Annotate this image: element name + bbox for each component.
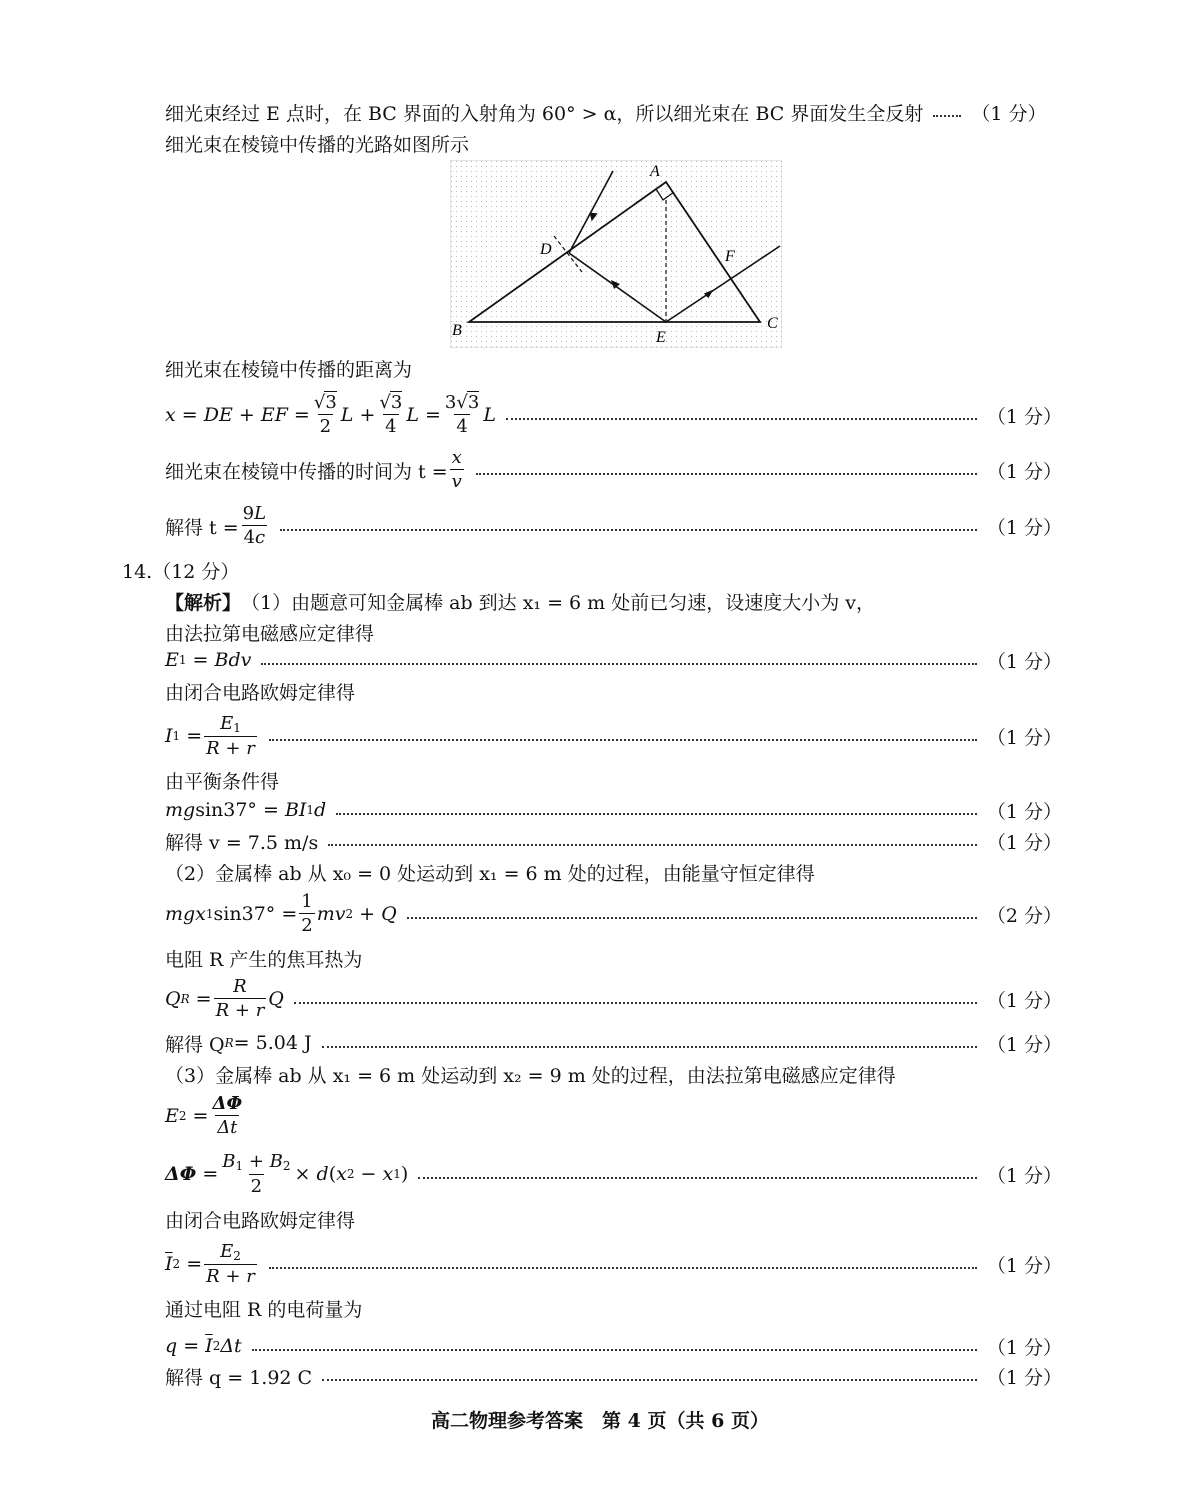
leader-dots — [322, 1046, 977, 1048]
points-label: （1 分） — [986, 650, 1062, 673]
line-path-intro — [165, 128, 1062, 158]
question-number: 14.（12 分） — [122, 560, 240, 583]
label-f: F — [725, 248, 735, 265]
q14-text-14: （3）金属棒 ab 从 x₁ = 6 m 处运动到 x₂ = 9 m 处的过程，由法拉第电磁感应定律得 — [165, 1064, 896, 1087]
q14-line-12 — [165, 973, 1062, 1025]
leader-dots — [294, 1002, 977, 1004]
formula-i1: I 1 = $\frac{E_1}{R + r}$ — [165, 712, 255, 759]
line-distance-formula — [165, 389, 1062, 441]
q14-text-1: （1）由题意可知金属棒 ab 到达 x₁ = 6 m 处前已匀速，设速度大小为 v， — [241, 591, 876, 614]
points-label: （1 分） — [986, 1254, 1062, 1277]
label-a: A — [650, 163, 660, 180]
q14-text-13b: = 5.04 J — [233, 1032, 312, 1054]
formula-time: 细光束在棱镜中传播的时间为 t = $\frac{x}{v}$ — [165, 447, 462, 492]
leader-dots — [269, 1267, 977, 1269]
q14-line-20 — [165, 1331, 1062, 1361]
points-label: （1 分） — [971, 102, 1047, 125]
points-label: （1 分） — [986, 831, 1062, 854]
q14-line-9 — [165, 857, 1062, 887]
q14-text-6: 由平衡条件得 — [165, 770, 280, 793]
formula-e2: E 2 = $\frac{\Delta\Phi}{\Delta t}$ — [165, 1093, 243, 1138]
q14-text-19: 通过电阻 R 的电荷量为 — [165, 1298, 363, 1321]
q14-line-11 — [165, 943, 1062, 973]
q14-text-17: 由闭合电路欧姆定律得 — [165, 1209, 356, 1232]
formula-i2: $\overline{I}$ 2 = $\frac{E_2}{R + r}$ — [165, 1240, 255, 1287]
formula-q: q = $\overline{I}$ 2 Δt — [165, 1335, 242, 1357]
label-c: C — [767, 315, 778, 332]
points-label: （1 分） — [986, 800, 1062, 823]
q14-line-8 — [165, 826, 1062, 856]
points-label: （1 分） — [986, 516, 1062, 539]
points-label: （1 分） — [986, 460, 1062, 483]
line-distance-intro — [165, 353, 1062, 383]
q14-line-7 — [165, 795, 1062, 825]
q14-line-5 — [165, 710, 1062, 762]
label-e: E — [656, 329, 666, 346]
line-time-result — [165, 500, 1062, 552]
q14-line-4 — [165, 676, 1062, 706]
formula-e1: E 1 = Bdv — [165, 649, 252, 671]
leader-dots — [322, 1379, 977, 1381]
leader-dots — [261, 663, 976, 665]
formula-distance: x = DE + EF = $\frac{√3}{2}$ L + $\frac{√3}{4}$ L = $\frac{3√3}{4}$ L — [165, 392, 496, 437]
leader-dots — [252, 1349, 977, 1351]
q14-line-10 — [165, 888, 1062, 940]
formula-energy: mgx 1 sin37° = $\frac{1}{2}$ mv 2 + Q — [165, 891, 397, 936]
q14-text-4: 由闭合电路欧姆定律得 — [165, 681, 356, 704]
leader-dots — [506, 418, 977, 420]
page-footer: 高二物理参考答案 第 4 页（共 6 页） — [431, 1410, 769, 1432]
points-label: （1 分） — [986, 1033, 1062, 1056]
points-label: （1 分） — [986, 989, 1062, 1012]
leader-dots — [336, 813, 977, 815]
points-label: （1 分） — [986, 405, 1062, 428]
q14-line-1 — [165, 586, 1062, 616]
q14-line-18 — [165, 1238, 1062, 1290]
leader-dots — [418, 1177, 977, 1179]
line-total-reflection — [165, 97, 1062, 127]
leader-dots — [269, 739, 977, 741]
q14-line-2 — [165, 617, 1062, 647]
label-d: D — [540, 241, 552, 258]
leader-dots — [280, 529, 977, 531]
points-label: （1 分） — [986, 1336, 1062, 1359]
q14-line-6 — [165, 765, 1062, 795]
points-label: （1 分） — [986, 726, 1062, 749]
text-time-intro: 细光束在棱镜中传播的时间为 t = — [165, 460, 448, 483]
q14-line-15 — [165, 1090, 1062, 1142]
line-time-formula — [165, 444, 1062, 496]
points-label: （2 分） — [986, 904, 1062, 927]
formula-delta-phi: ΔΦ = $\frac{B_1 + B_2}{2}$ × d ( x 2 − x 1 ) — [165, 1150, 409, 1197]
text-total-reflection: 细光束经过 E 点时，在 BC 界面的入射角为 60° > α，所以细光束在 BC 界面发生全反射 — [165, 102, 924, 125]
text-path-intro: 细光束在棱镜中传播的光路如图所示 — [165, 133, 470, 156]
leader-dots — [476, 473, 977, 475]
q14-text-21: 解得 q = 1.92 C — [165, 1366, 313, 1389]
question-14-header — [122, 555, 1062, 585]
leader-dots — [933, 115, 961, 117]
text-distance-intro: 细光束在棱镜中传播的距离为 — [165, 358, 413, 381]
prism-light-path-diagram — [450, 160, 782, 348]
q14-text-9: （2）金属棒 ab 从 x₀ = 0 处运动到 x₁ = 6 m 处的过程，由能量守恒定律得 — [165, 862, 815, 885]
points-label: （1 分） — [986, 1366, 1062, 1389]
q14-line-13 — [165, 1028, 1062, 1058]
q14-text-2: 由法拉第电磁感应定律得 — [165, 622, 375, 645]
q14-line-21 — [165, 1361, 1062, 1391]
q14-text-8: 解得 v = 7.5 m/s — [165, 831, 319, 854]
q14-line-3 — [165, 645, 1062, 675]
points-label: （1 分） — [986, 1164, 1062, 1187]
formula-balance: mg sin37° = BI 1 d — [165, 799, 327, 821]
q14-text-11: 电阻 R 产生的焦耳热为 — [165, 948, 363, 971]
analysis-tag: 【解析】 — [165, 591, 242, 614]
q14-text-13a: 解得 Q — [165, 1033, 225, 1056]
q14-line-19 — [165, 1293, 1062, 1323]
q14-line-14 — [165, 1059, 1062, 1089]
leader-dots — [407, 917, 977, 919]
q14-line-17 — [165, 1204, 1062, 1234]
leader-dots — [328, 844, 977, 846]
formula-time-result: 解得 t = $\frac{9L}{4c}$ — [165, 503, 267, 548]
formula-qr: Q R = $\frac{R}{R + r}$ Q — [165, 976, 284, 1021]
q14-line-16 — [165, 1148, 1062, 1200]
text-solve: 解得 t = — [165, 516, 239, 539]
result-qr: 解得 Q R = 5.04 J — [165, 1030, 312, 1057]
label-b: B — [452, 322, 462, 339]
